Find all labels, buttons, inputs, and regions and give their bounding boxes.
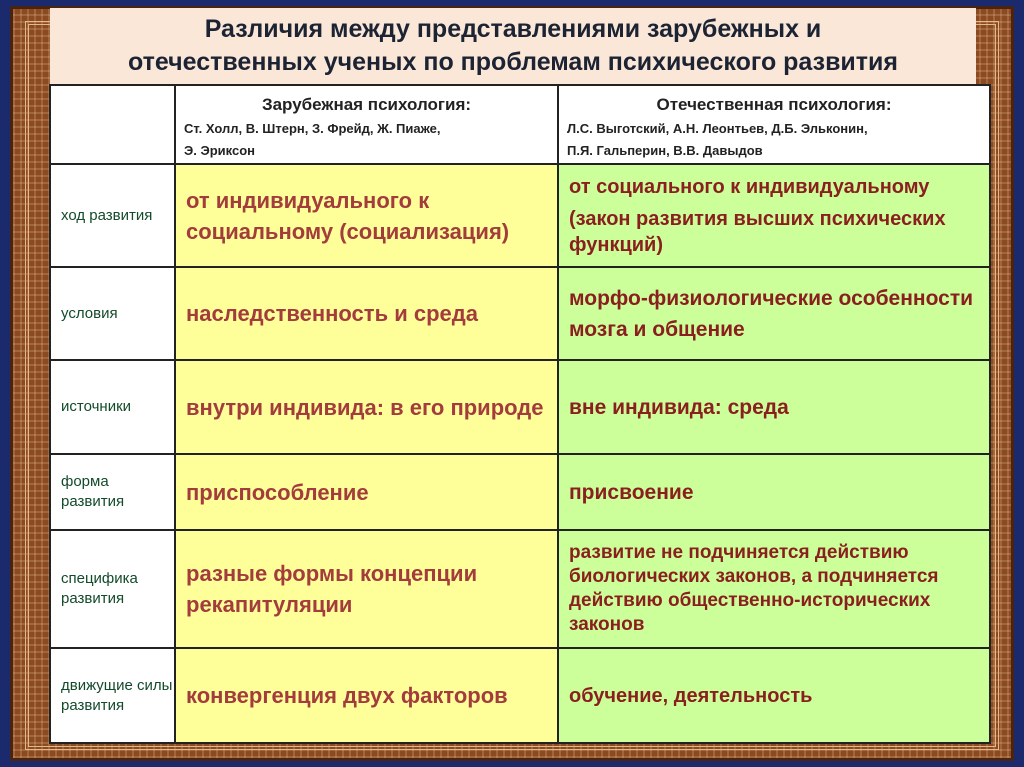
- domestic-cell: развитие не подчиняется действию биологических законов, а подчиняется действию общественно-исторических законов: [558, 530, 990, 648]
- title-line-2: отечественных ученых по проблемам психического развития: [127, 48, 899, 76]
- table-row: [50, 530, 990, 648]
- header-foreign-title: Зарубежная психология:: [261, 95, 472, 114]
- header-domestic-title: Отечественная психология:: [656, 95, 892, 114]
- row-label: условия: [50, 267, 175, 360]
- foreign-cell: наследственность и среда: [175, 267, 558, 360]
- header-domestic-cell: [558, 85, 990, 164]
- table-row: [50, 267, 990, 360]
- title-line-1: Различия между представлениями зарубежных и: [204, 15, 822, 43]
- domestic-cell: обучение, деятельность: [558, 648, 990, 743]
- header-empty-cell: [50, 85, 175, 164]
- domestic-sub-text: (закон развития высших психических функций): [569, 207, 946, 256]
- domestic-main-text: от социального к индивидуальному: [569, 175, 930, 198]
- foreign-cell: разные формы концепции рекапитуляции: [175, 530, 558, 648]
- domestic-cell: присвоение: [558, 454, 990, 530]
- header-foreign-names-1: Ст. Холл, В. Штерн, З. Фрейд, Ж. Пиаже,: [184, 121, 441, 136]
- table-header-row: [50, 85, 990, 164]
- header-domestic-names-2: П.Я. Гальперин, В.В. Давыдов: [567, 143, 763, 158]
- foreign-cell: внутри индивида: в его природе: [175, 360, 558, 454]
- row-label: специфика развития: [50, 530, 175, 648]
- table-row: [50, 648, 990, 743]
- table-row: [50, 454, 990, 530]
- row-label: форма развития: [50, 454, 175, 530]
- header-foreign-names-2: Э. Эриксон: [184, 143, 256, 158]
- table-row: [50, 164, 990, 267]
- comparison-table: [49, 84, 991, 744]
- row-label: ход развития: [50, 164, 175, 267]
- header-domestic-names-1: Л.С. Выготский, А.Н. Леонтьев, Д.Б. Эльконин,: [567, 121, 868, 136]
- domestic-cell: [558, 164, 990, 267]
- domestic-cell: морфо-физиологические особенности мозга и общение: [558, 267, 990, 360]
- slide-title: [50, 8, 976, 85]
- foreign-cell: от индивидуального к социальному (социализация): [175, 164, 558, 267]
- row-label: источники: [50, 360, 175, 454]
- foreign-cell: конвергенция двух факторов: [175, 648, 558, 743]
- header-foreign-cell: [175, 85, 558, 164]
- table-row: [50, 360, 990, 454]
- foreign-cell: приспособление: [175, 454, 558, 530]
- domestic-cell: вне индивида: среда: [558, 360, 990, 454]
- row-label: движущие силы развития: [50, 648, 175, 743]
